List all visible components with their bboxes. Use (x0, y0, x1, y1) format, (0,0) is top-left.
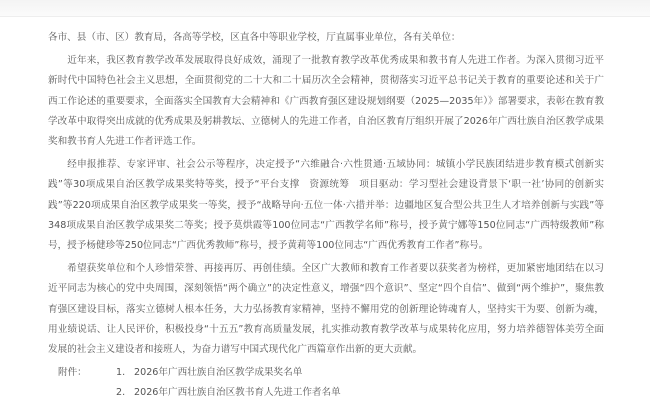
attachment-title: 2026年广西壮族自治区教书育人先进工作者名单 (134, 387, 341, 399)
paragraph-awards: 经申报推荐、专家评审、社会公示等程序，决定授予“六维融合·六性贯通·五域协同：城镇小学民族团结进步教育模式创新实践”等30项成果自治区教学成果奖特等奖，授予“平台支撑 资源统筹 项目驱动：学习型社会建设背景下‘职一社’协同的创新实践”等220项成果自治区教学成果奖一等奖，授予“战略导向·五位一体·六措并举：边疆地区复合型公共卫生人才培养创新与实践”等348项成果自治区教学成果奖二等奖；授予莫烘霞等100位同志“广西教学名师”称号，授予黄宁娜等150位同志“广西特级教师”称号，授予杨健珍等250位同志“广西优秀教师”称号，授予黄莉等100位同志“广西优秀教育工作者”称号。 (48, 159, 604, 252)
document-body (48, 28, 604, 404)
attachment-item (48, 383, 604, 403)
paragraph-intro: 近年来，我区教育教学改革发展取得良好成效，涌现了一批教育教学改革优秀成果和教书育人先进工作者。为深入贯彻习近平新时代中国特色社会主义思想，全面贯彻党的二十大和二十届历次全会精神，贯彻落实习近平总书记关于教育的重要论述和关于广西工作论述的重要要求，全面落实全国教育大会精神和《广西教育强区建设规划纲要（2025—2035年）》部署要求，表彰在教育教学改革中取得突出成就的优秀成果及躬耕教坛、立德树人的先进工作者，自治区教育厅组织开展了2026年广西壮族自治区教学成果奖和教书育人先进工作者评选工作。 (48, 55, 604, 148)
attachments-label: 附件： (58, 367, 87, 379)
attachments-list (48, 363, 604, 403)
attachment-number: 1. (116, 367, 126, 379)
document-salutation: 各市、县（市、区）教育局，各高等学校，区直各中等职业学校，厅直属事业单位，各有关单位： (48, 32, 461, 43)
paragraph-expectations: 希望获奖单位和个人珍惜荣誉、再接再厉、再创佳绩。全区广大教师和教育工作者要以获奖者为榜样，更加紧密地团结在以习近平同志为核心的党中央周围，深刻领悟“两个确立”的决定性意义，增强“四个意识”、坚定“四个自信”、做到“两个维护”，聚焦教育强区建设目标，落实立德树人根本任务，大力弘扬教育家精神，坚持不懈用党的创新理论铸魂育人，坚持实干为要、创新为魂，用业绩说话、让人民评价，积极投身“十五五”教育高质量发展，扎实推动教育教学改革与成果转化应用，努力培养德智体美劳全面发展的社会主义建设者和接班人，为奋力谱写中国式现代化广西篇章作出新的更大贡献。 (48, 263, 604, 356)
attachment-number: 2. (116, 387, 126, 399)
attachment-item (48, 363, 604, 383)
top-strip (0, 0, 650, 17)
attachment-title: 2026年广西壮族自治区教学成果奖名单 (134, 367, 303, 379)
